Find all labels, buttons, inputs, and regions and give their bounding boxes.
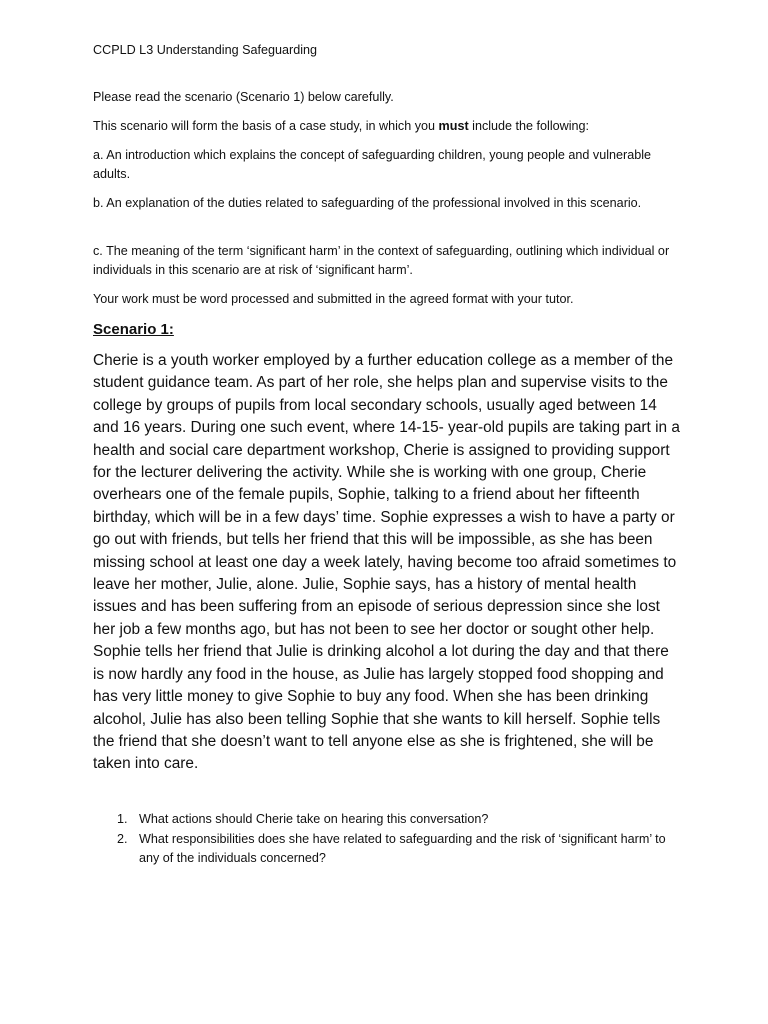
question-item-1 xyxy=(93,810,683,830)
basis-text-after: include the following: xyxy=(468,119,590,133)
basis-text-before: This scenario will form the basis of a case study, in which you xyxy=(93,119,439,133)
scenario-text: Cherie is a youth worker employed by a further education college as a member of the student guidance team. As part of her role, she helps plan and supervise visits to the college by groups of pupils from local secondary schools, usually aged between 14 and 16 years. During one such event, where 14-15- year-old pupils are taking part in a health and social care department workshop, Cherie is assigned to providing support for the lecturer delivering the activity. While she is working with one group, Cherie overhears one of the female pupils, Sophie, talking to a friend about her fifteenth birthday, which will be in a few days’ time. Sophie expresses a wish to have a party or go out with friends, but tells her friend that this will be impossible, as she has been missing school at least one day a week lately, having become too afraid sometimes to leave her mother, Julie, alone. Julie, Sophie says, has a history of mental health issues and has been suffering from an episode of serious depression since she lost her job a few months ago, but has not been to see her doctor or sought other help. Sophie tells her friend that Julie is drinking alcohol a lot during the day and that there is now hardly any food in the house, as Julie has largely stopped food shopping and has very little money to give Sophie to buy any food. When she has been drinking alcohol, Julie has also been telling Sophie that she wants to kill herself. Sophie tells the friend that she doesn’t want to tell anyone else as she is frightened, she will be taken into care. xyxy=(93,352,680,773)
question-text: What actions should Cherie take on hearing this conversation? xyxy=(139,812,489,826)
question-item-2 xyxy=(93,830,683,869)
requirement-c: c. The meaning of the term ‘significant harm’ in the context of safeguarding, outlining which individual or individuals in this scenario are at risk of ‘significant harm’. xyxy=(93,244,670,277)
scenario-heading: Scenario 1: xyxy=(93,321,174,338)
submission-note: Your work must be word processed and submitted in the agreed format with your tutor. xyxy=(93,292,574,306)
question-list xyxy=(93,810,683,869)
case-study-basis xyxy=(93,117,683,136)
read-instruction: Please read the scenario (Scenario 1) below carefully. xyxy=(93,90,394,104)
requirement-b: b. An explanation of the duties related to safeguarding of the professional involved in this scenario. xyxy=(93,196,642,210)
question-number: 1. xyxy=(117,812,128,826)
requirement-a: a. An introduction which explains the concept of safeguarding children, young people and vulnerable adults. xyxy=(93,148,652,181)
question-number: 2. xyxy=(117,831,128,846)
question-text: What responsibilities does she have related to safeguarding and the risk of ‘significant harm’ to any of the individuals concerned? xyxy=(139,831,666,865)
document-header: CCPLD L3 Understanding Safeguarding xyxy=(93,43,318,57)
basis-bold-must: must xyxy=(438,119,469,133)
